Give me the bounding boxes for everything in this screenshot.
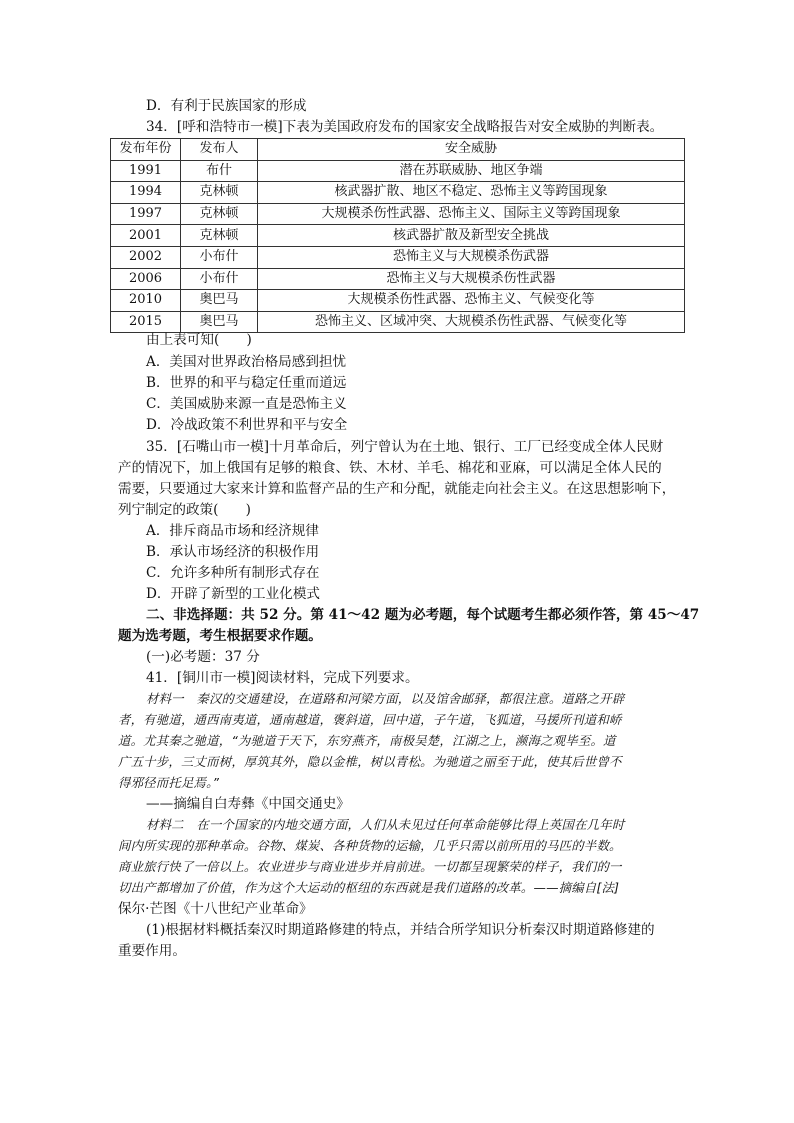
table-cell-year: 1997	[111, 203, 181, 225]
q34-option-d: D．冷战政策不利世界和平与安全	[146, 417, 348, 433]
table-cell-year: 2001	[111, 225, 181, 247]
q34-stem: 34．[呼和浩特市一模]下表为美国政府发布的国家安全战略报告对安全威胁的判断表。	[146, 119, 664, 135]
table-cell-issuer: 小布什	[181, 268, 258, 290]
material-two-line: 间内所实现的那种革命。谷物、煤炭、各种货物的运输，几乎只需以前所用的马匹的半数。	[118, 838, 622, 853]
table-header-cell: 安全威胁	[258, 139, 685, 161]
table-cell-threat: 潜在苏联威胁、地区争端	[258, 160, 685, 182]
material-one-line: 道。尤其秦之驰道，“为驰道于天下，东穷燕齐，南极吴楚，江湖之上，濒海之观毕至。道	[118, 733, 616, 748]
table-cell-year: 1994	[111, 182, 181, 204]
table-cell-issuer: 奥巴马	[181, 290, 258, 312]
q33-option-d: D．有利于民族国家的形成	[146, 98, 307, 114]
table-cell-issuer: 克林顿	[181, 203, 258, 225]
table-cell-threat: 核武器扩散及新型安全挑战	[258, 225, 685, 247]
table-row	[111, 246, 685, 268]
q34-option-c: C．美国威胁来源一直是恐怖主义	[146, 396, 347, 412]
q41-stem: 41．[铜川市一模]阅读材料，完成下列要求。	[146, 670, 419, 686]
material-one-line: 者，有驰道，通西南夷道，通南越道，褒斜道，回中道，子午道，飞狐道，马援所刊道和峤	[118, 712, 622, 727]
table-row	[111, 290, 685, 312]
q35-stem-line: 产的情况下，加上俄国有足够的粮食、铁、木材、羊毛、棉花和亚麻，可以满足全体人民的	[118, 460, 662, 476]
table-cell-issuer: 克林顿	[181, 225, 258, 247]
section-heading: 题为选考题，考生根据要求作题。	[118, 628, 322, 644]
table-header-cell: 发布年份	[111, 139, 181, 161]
table-cell-issuer: 奥巴马	[181, 311, 258, 333]
table-cell-year: 2010	[111, 290, 181, 312]
table-cell-threat: 核武器扩散、地区不稳定、恐怖主义等跨国现象	[258, 182, 685, 204]
table-cell-year: 2002	[111, 246, 181, 268]
q34-option-a: A．美国对世界政治格局感到担忧	[146, 354, 347, 370]
table-cell-threat: 大规模杀伤性武器、恐怖主义、气候变化等	[258, 290, 685, 312]
material-one-source: ——摘编自白寿彝《中国交通史》	[146, 796, 350, 812]
q34-prompt: 由上表可知( )	[146, 332, 252, 348]
table-cell-issuer: 小布什	[181, 246, 258, 268]
q41-subquestion: (1)根据材料概括秦汉时期道路修建的特点，并结合所学知识分析秦汉时期道路修建的	[146, 922, 655, 938]
table-cell-issuer: 克林顿	[181, 182, 258, 204]
material-one-line: 材料一 秦汉的交通建设，在道路和河梁方面，以及馆舍邮驿，都很注意。道路之开辟	[146, 691, 625, 706]
table-row	[111, 268, 685, 290]
q35-stem-line: 列宁制定的政策( )	[118, 502, 251, 518]
table-cell-threat: 恐怖主义与大规模杀伤武器	[258, 246, 685, 268]
table-cell-threat: 恐怖主义与大规模杀伤性武器	[258, 268, 685, 290]
material-two-line: 材料二 在一个国家的内地交通方面，人们从未见过任何革命能够比得上英国在几年时	[146, 817, 625, 832]
table-cell-year: 2006	[111, 268, 181, 290]
q41-subquestion: 重要作用。	[118, 943, 186, 959]
q35-stem-line: 需要，只要通过大家来计算和监督产品的生产和分配，就能走向社会主义。在这思想影响下，	[118, 481, 676, 497]
material-two-source: 保尔·芒图《十八世纪产业革命》	[118, 901, 313, 917]
material-two-line: 商业旅行快了一倍以上。农业进步与商业进步并肩前进。一切都呈现繁荣的样子，我们的一	[118, 859, 622, 874]
table-cell-threat: 大规模杀伤性武器、恐怖主义、国际主义等跨国现象	[258, 203, 685, 225]
table-row	[111, 160, 685, 182]
table-cell-threat: 恐怖主义、区域冲突、大规模杀伤性武器、气候变化等	[258, 311, 685, 333]
material-two-line: 切出产都增加了价值，作为这个大运动的枢纽的东西就是我们道路的改革。——摘编自[法]	[118, 880, 620, 895]
q35-option-c: C．允许多种所有制形式存在	[146, 565, 320, 581]
table-cell-year: 1991	[111, 160, 181, 182]
material-one-line: 广五十步，三丈而树，厚筑其外，隐以金椎，树以青松。为驰道之丽至于此，使其后世曾不	[118, 754, 622, 769]
q35-option-a: A．排斥商品市场和经济规律	[146, 523, 319, 539]
table-header-row	[111, 139, 685, 161]
table-header-cell: 发布人	[181, 139, 258, 161]
table-cell-year: 2015	[111, 311, 181, 333]
security-threat-table	[110, 138, 685, 333]
q35-option-d: D．开辟了新型的工业化模式	[146, 586, 321, 602]
material-one-line: 得邪径而托足焉。”	[118, 775, 220, 790]
section-heading: 二、非选择题：共 52 分。第 41～42 题为必考题，每个试题考生都必须作答，第 45～47	[146, 607, 700, 623]
q35-option-b: B．承认市场经济的积极作用	[146, 544, 320, 560]
table-row	[111, 225, 685, 247]
q35-stem-line: 35．[石嘴山市一模]十月革命后，列宁曾认为在土地、银行、工厂已经变成全体人民财	[146, 439, 664, 455]
table-row	[111, 182, 685, 204]
table-cell-issuer: 布什	[181, 160, 258, 182]
q34-option-b: B．世界的和平与稳定任重而道远	[146, 375, 347, 391]
subsection-heading: (一)必考题：37 分	[146, 649, 260, 665]
table-row	[111, 203, 685, 225]
